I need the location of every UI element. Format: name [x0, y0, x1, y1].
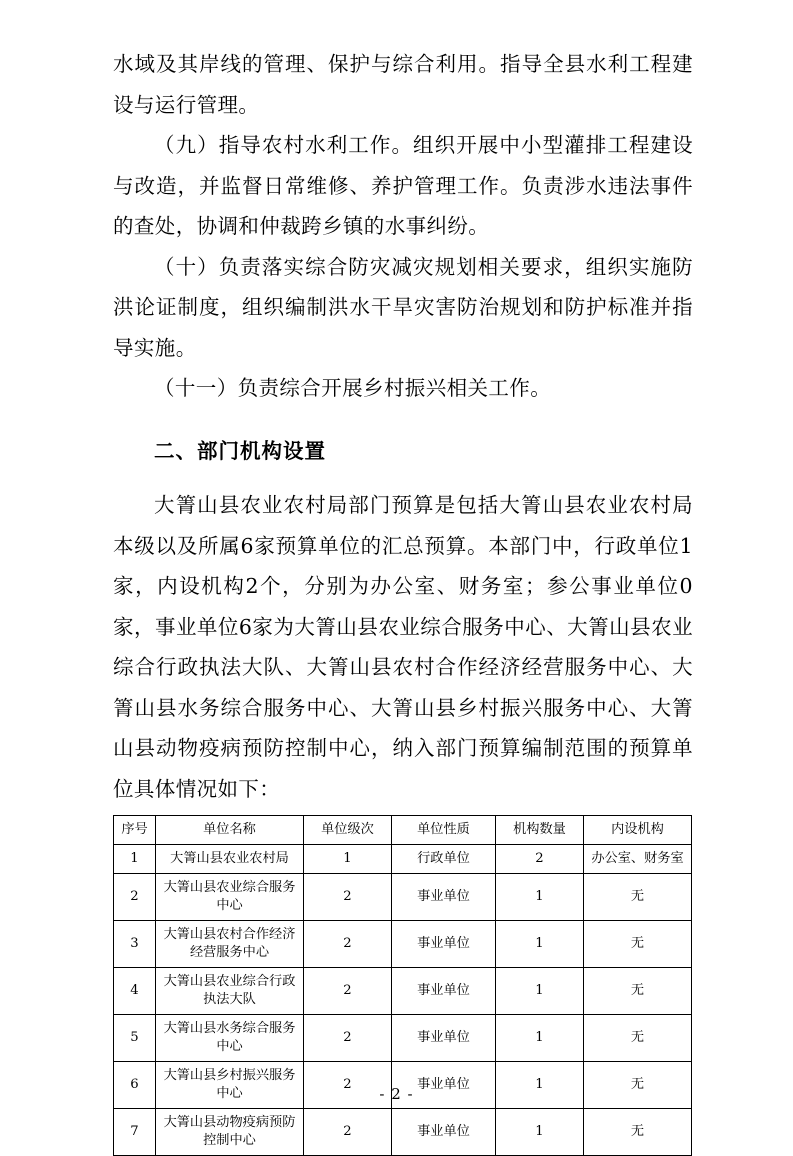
- table-cell: 2: [304, 1015, 392, 1062]
- page-number: - 2 -: [379, 1085, 414, 1103]
- table-cell: 大箐山县农业农村局: [156, 845, 304, 874]
- paragraph-org-overview: 大箐山县农业农村局部门预算是包括大箐山县农业农村局本级以及所属6家预算单位的汇总预算。本部门中，行政单位1家，内设机构2个，分别为办公室、财务室；参公事业单位0家，事业单位6家为大箐山县农业综合服务中心、大箐山县农业综合行政执法大队、大箐山县农村合作经济经营服务中心、大箐山县水务综合服务中心、大箐山县乡村振兴服务中心、大箐山县动物疫病预防控制中心，纳入部门预算编制范围的预算单位具体情况如下：: [113, 493, 693, 801]
- paragraph-item-nine: （九）指导农村水利工作。组织开展中小型灌排工程建设与改造，并监督日常维修、养护管理工作。负责涉水违法事件的查处，协调和仲裁跨乡镇的水事纠纷。: [113, 133, 693, 238]
- table-cell: 2: [304, 1062, 392, 1109]
- table-header-cell: 序号: [114, 816, 156, 845]
- table-cell: 事业单位: [392, 921, 496, 968]
- table-cell: 大箐山县农村合作经济经营服务中心: [156, 921, 304, 968]
- table-cell: 1: [496, 874, 584, 921]
- table-cell: 2: [304, 921, 392, 968]
- table-header-cell: 机构数量: [496, 816, 584, 845]
- table-cell: 1: [114, 845, 156, 874]
- table-cell: 1: [496, 968, 584, 1015]
- table-cell: 1: [496, 1062, 584, 1109]
- paragraph-item-eleven: （十一）负责综合开展乡村振兴相关工作。: [154, 376, 552, 400]
- table-cell: 3: [114, 921, 156, 968]
- table-cell: 无: [584, 968, 692, 1015]
- table-cell: 1: [304, 845, 392, 874]
- paragraph-continued: 水域及其岸线的管理、保护与综合利用。指导全县水利工程建设与运行管理。: [113, 52, 693, 117]
- table-cell: 5: [114, 1015, 156, 1062]
- table-row: [114, 874, 692, 921]
- table-cell: 无: [584, 921, 692, 968]
- table-cell: 大箐山县乡村振兴服务中心: [156, 1062, 304, 1109]
- table-cell: 行政单位: [392, 845, 496, 874]
- table-cell: 2: [304, 968, 392, 1015]
- table-header-cell: 单位性质: [392, 816, 496, 845]
- table-header-cell: 单位级次: [304, 816, 392, 845]
- table-header-cell: 单位名称: [156, 816, 304, 845]
- table-cell: 事业单位: [392, 968, 496, 1015]
- table-cell: 6: [114, 1062, 156, 1109]
- table-cell: 1: [496, 1015, 584, 1062]
- table-cell: 无: [584, 1109, 692, 1156]
- table-cell: 大箐山县动物疫病预防控制中心: [156, 1109, 304, 1156]
- table-cell: 无: [584, 874, 692, 921]
- table-cell: 事业单位: [392, 1062, 496, 1109]
- table-row: [114, 1109, 692, 1156]
- table-cell: 无: [584, 1062, 692, 1109]
- table-cell: 大箐山县农业综合服务中心: [156, 874, 304, 921]
- table-cell: 1: [496, 1109, 584, 1156]
- table-cell: 4: [114, 968, 156, 1015]
- table-cell: 2: [496, 845, 584, 874]
- table-cell: 事业单位: [392, 1015, 496, 1062]
- table-row: [114, 968, 692, 1015]
- budget-units-table: [113, 815, 692, 1156]
- table-cell: 2: [114, 874, 156, 921]
- table-cell: 2: [304, 874, 392, 921]
- section-heading-org-structure: 二、部门机构设置: [154, 438, 326, 463]
- table-cell: 事业单位: [392, 1109, 496, 1156]
- table-cell: 1: [496, 921, 584, 968]
- table-cell: 大箐山县农业综合行政执法大队: [156, 968, 304, 1015]
- table-row: [114, 1015, 692, 1062]
- table-cell: 无: [584, 1015, 692, 1062]
- table-row: [114, 845, 692, 874]
- table-cell: 2: [304, 1109, 392, 1156]
- paragraph-item-ten: （十）负责落实综合防灾减灾规划相关要求，组织实施防洪论证制度，组织编制洪水干旱灾害防治规划和防护标准并指导实施。: [113, 254, 693, 360]
- table-cell: 办公室、财务室: [584, 845, 692, 874]
- table-cell: 7: [114, 1109, 156, 1156]
- table-cell: 大箐山县水务综合服务中心: [156, 1015, 304, 1062]
- table-header-row: [114, 816, 692, 845]
- table-cell: 事业单位: [392, 874, 496, 921]
- table-header-cell: 内设机构: [584, 816, 692, 845]
- table-row: [114, 921, 692, 968]
